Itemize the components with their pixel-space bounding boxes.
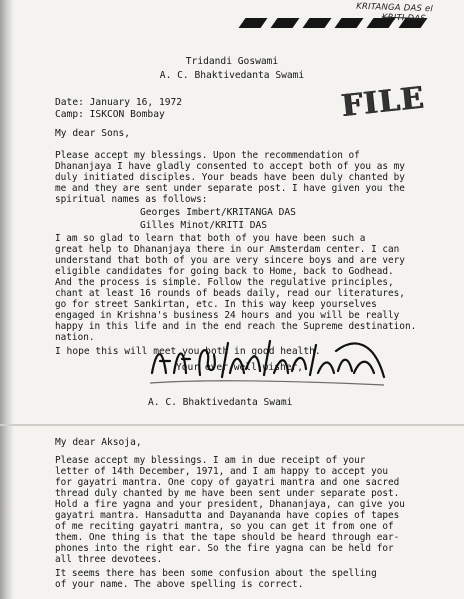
letter1-paragraph-3: I hope this will meet you both in good health. — [55, 346, 321, 357]
letter2-paragraph-2 — [55, 568, 377, 590]
letter1-salutation: My dear Sons, — [55, 128, 131, 139]
text-line: letter of 14th December, 1971, and I am happy to accept you — [55, 466, 389, 478]
letter-camp: Camp: ISKCON Bombay — [55, 109, 165, 120]
sender-title: Tridandi Goswami — [185, 56, 279, 67]
letter-date: Date: January 16, 1972 — [55, 97, 183, 108]
text-line: thread duly chanted by me have been sent under separate post. — [55, 488, 400, 500]
text-line: understand that both of you are very sincere boys and are very — [55, 255, 405, 267]
text-line: Hold a fire yagna and your president, Dhananjaya, can give you — [55, 499, 405, 511]
corner-note-line-2: KRITI DAS — [381, 12, 426, 25]
text-line: of your name. The above spelling is correct. — [55, 579, 304, 591]
spiritual-name-2: Gilles Minot/KRITI DAS — [140, 220, 268, 231]
text-line: phones into the right ear. So the fire yagna can be held for — [55, 543, 394, 555]
text-line: for gayatri mantra. One copy of gayatri mantra and one sacred — [55, 477, 400, 489]
text-line: me and they are sent under separate post. I have given you the — [55, 183, 405, 195]
text-line: Please accept my blessings. I am in due receipt of your — [55, 455, 366, 466]
text-line: And the process is simple. Follow the regulative principles, — [55, 277, 394, 289]
text-line: go for street Sankirtan, etc. In this way keep yourselves — [55, 299, 377, 311]
text-line: nation. — [55, 332, 95, 344]
text-line: duly initiated disciples. Your beads have been duly chanted by — [55, 172, 405, 184]
text-line: engaged in Krishna's business 24 hours and you will be really — [55, 310, 400, 322]
file-stamp: FILE — [339, 80, 426, 125]
sender-name: A. C. Bhaktivedanta Swami — [159, 70, 305, 81]
text-line: them. One thing is that the tape should be heard through ear- — [55, 532, 400, 544]
text-line: I am so glad to learn that both of you have been such a — [55, 233, 366, 244]
letter2-salutation: My dear Aksoja, — [55, 437, 142, 448]
page-fold-line — [0, 424, 464, 426]
text-line: chant at least 16 rounds of beads daily, read our literatures, — [55, 288, 405, 300]
text-line: great help to Dhananjaya there in our Amsterdam center. I can — [55, 244, 400, 256]
text-line: Dhananjaya I have gladly consented to accept both of you as my — [55, 161, 405, 173]
text-line: all three devotees. — [55, 554, 163, 566]
text-line: spiritual names as follows: — [55, 194, 208, 206]
text-line: gayatri mantra. Hansadutta and Dayananda have copies of tapes — [55, 510, 400, 522]
letter1-paragraph-1 — [55, 150, 405, 205]
letter1-paragraph-2 — [55, 233, 416, 343]
handwritten-corner-note — [356, 2, 433, 25]
signature-typed-name: A. C. Bhaktivedanta Swami — [148, 397, 293, 408]
text-line: happy in this life and in the end reach the Supreme destination. — [55, 321, 417, 333]
text-line: It seems there has been some confusion about the spelling — [55, 568, 377, 579]
closing-line: Your ever well-wisher, — [176, 362, 304, 373]
text-line: Please accept my blessings. Upon the recommendation of — [55, 150, 360, 161]
text-line: eligible candidates for going back to Home, back to Godhead. — [55, 266, 394, 278]
letter2-paragraph-1 — [55, 455, 405, 565]
scan-edge-shadow — [0, 0, 14, 599]
handwritten-signature — [148, 333, 388, 391]
text-line: of me reciting gayatri mantra, so you can get it from one of — [55, 521, 394, 533]
spiritual-name-1: Georges Imbert/KRITANGA DAS — [140, 207, 296, 218]
corner-note-line-1: KRITANGA DAS el — [356, 1, 434, 15]
